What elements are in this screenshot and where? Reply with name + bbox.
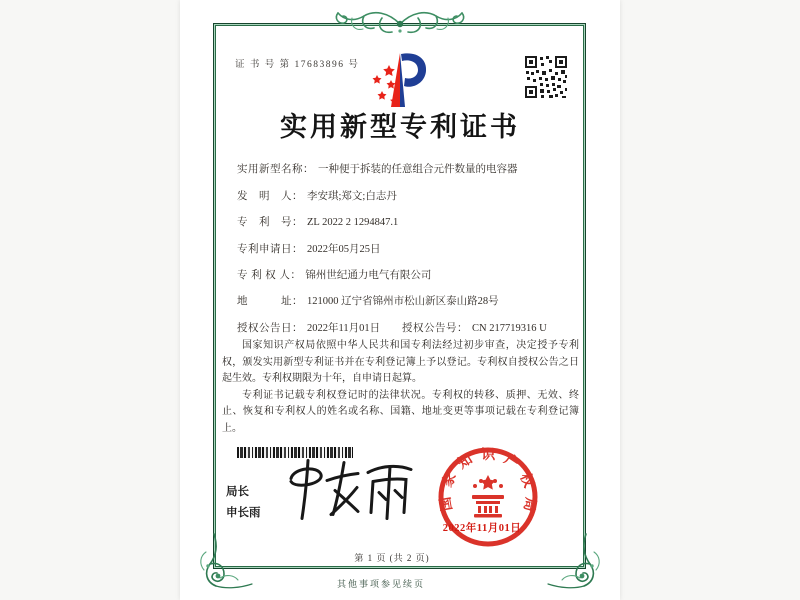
page-number: 第 1 页 (共 2 页) bbox=[354, 553, 430, 563]
signer-title: 局长 bbox=[226, 486, 249, 498]
seal-org-text: 国家知识产权局 bbox=[438, 447, 538, 513]
field-value: CN 217719316 U bbox=[472, 323, 547, 334]
signer-name: 申长雨 bbox=[226, 507, 261, 519]
field-application-date bbox=[237, 241, 587, 256]
signer-block bbox=[226, 482, 261, 524]
top-floral-ornament bbox=[330, 4, 470, 42]
legal-paragraph: 国家知识产权局依照中华人民共和国专利法经过初步审查，决定授予专利权，颁发实用新型专利证书并在专利登记簿上予以登记。专利权自授权公告之日起生效。专利权期限为十年，自申请日起算。 bbox=[222, 340, 579, 384]
certificate-number: 证 书 号 第 17683896 号 bbox=[235, 60, 360, 70]
field-value: 锦州世纪通力电气有限公司 bbox=[305, 270, 432, 281]
footer-note: 其他事项参见续页 bbox=[336, 579, 425, 589]
field-value: 121000 辽宁省锦州市松山新区泰山路28号 bbox=[307, 296, 499, 307]
certificate-page bbox=[180, 0, 620, 600]
field-label: 授权公告日： bbox=[237, 323, 303, 334]
field-label: 授权公告号： bbox=[402, 323, 468, 334]
field-patentee bbox=[237, 267, 587, 282]
field-label: 发 明 人： bbox=[237, 191, 303, 202]
legal-paragraph: 专利证书记载专利权登记时的法律状况。专利权的转移、质押、无效、终止、恢复和专利权人的姓名或名称、国籍、地址变更等事项记载在专利登记簿上。 bbox=[222, 389, 579, 434]
field-label: 专利申请日： bbox=[237, 244, 303, 255]
field-address bbox=[237, 293, 587, 308]
field-patent-number bbox=[237, 214, 587, 229]
certificate-title: 实用新型专利证书 bbox=[280, 112, 520, 142]
field-grant-number bbox=[402, 320, 547, 335]
field-value: 李安琪;郑文;白志丹 bbox=[307, 191, 397, 202]
field-grant-info bbox=[237, 320, 587, 335]
field-label: 地 址： bbox=[237, 296, 303, 307]
field-label: 专 利 权 人： bbox=[237, 270, 302, 281]
field-value: 2022年05月25日 bbox=[307, 244, 381, 255]
field-label: 专 利 号： bbox=[237, 217, 303, 228]
field-value: ZL 2022 2 1294847.1 bbox=[307, 217, 399, 228]
qr-code-icon bbox=[524, 55, 568, 99]
field-utility-name bbox=[237, 161, 587, 176]
seal-national-emblem bbox=[472, 475, 504, 518]
field-label: 实用新型名称： bbox=[237, 164, 314, 175]
field-value: 一种便于拆装的任意组合元件数量的电容器 bbox=[318, 164, 518, 175]
field-value: 2022年11月01日 bbox=[307, 323, 381, 334]
legal-text bbox=[222, 338, 579, 437]
cnipa-logo-icon bbox=[367, 49, 429, 113]
handwritten-signature bbox=[278, 450, 418, 535]
seal-date: 2022年11月01日 bbox=[442, 523, 522, 534]
field-inventors bbox=[237, 188, 587, 203]
